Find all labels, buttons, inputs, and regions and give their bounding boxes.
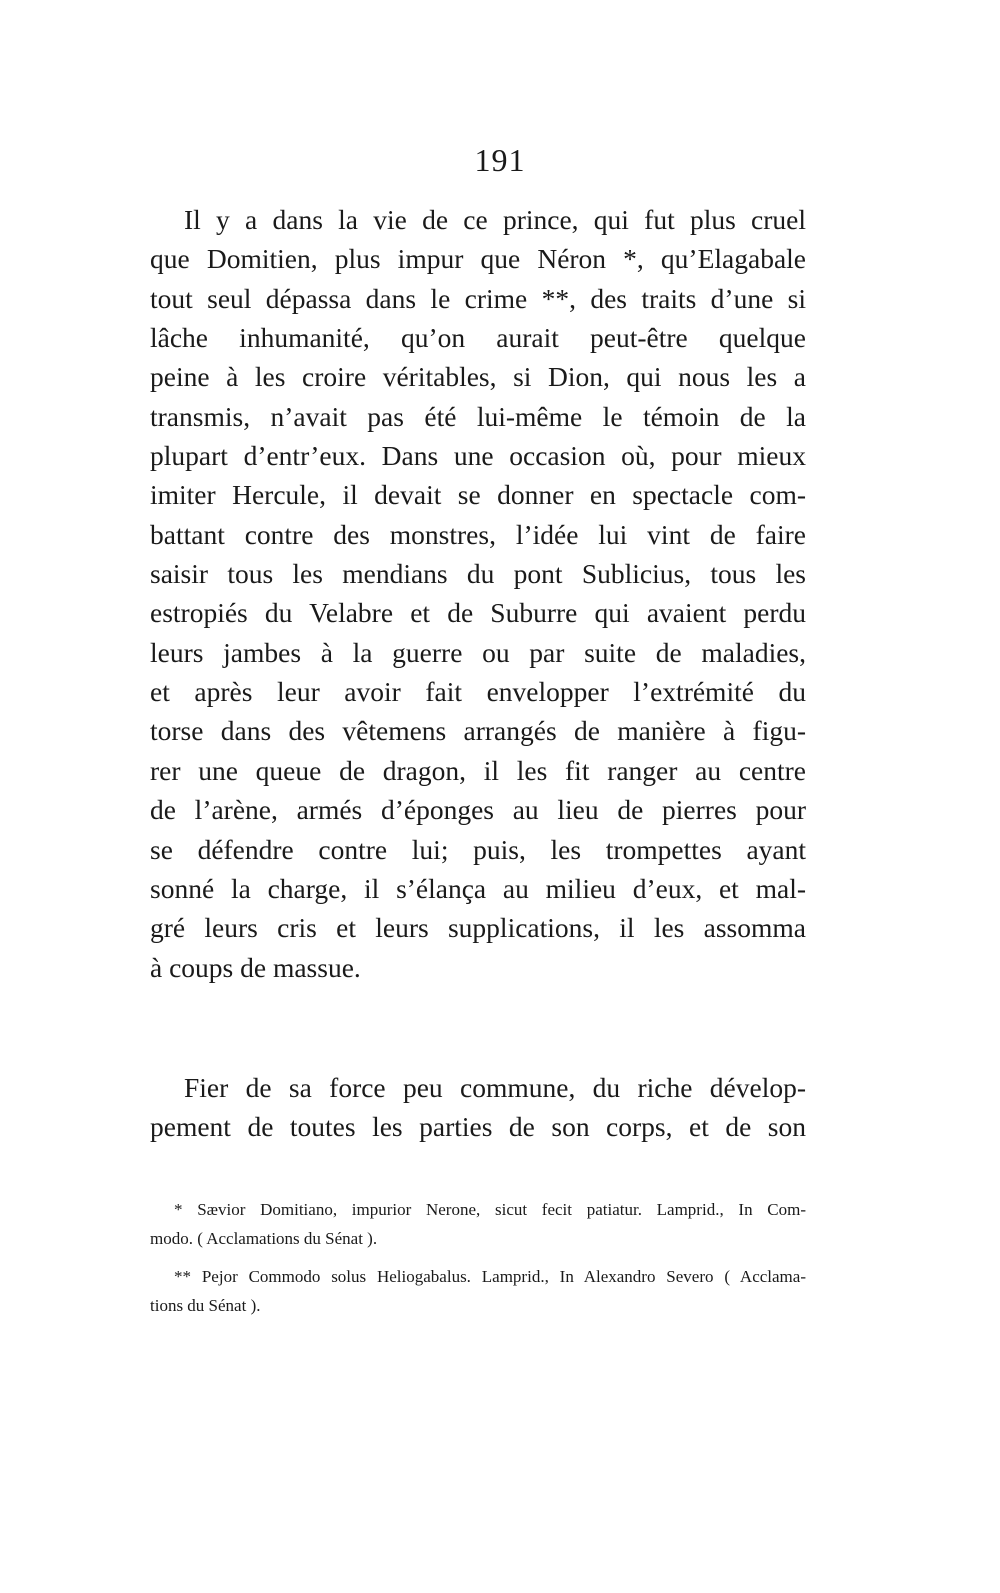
text-line: de l’arène, armés d’éponges au lieu de pierres pour — [150, 794, 806, 826]
paragraph-1 — [150, 200, 806, 987]
text-line: gré leurs cris et leurs supplications, il les assomma — [150, 912, 806, 944]
footnote-line: tions du Sénat ). — [150, 1296, 261, 1315]
footnote-line: ** Pejor Commodo solus Heliogabalus. Lamprid., In Alexandro Severo ( Acclama- — [174, 1267, 806, 1286]
paragraph-2 — [150, 1068, 806, 1147]
text-line: peine à les croire véritables, si Dion, qui nous les a — [150, 361, 806, 393]
text-line: leurs jambes à la guerre ou par suite de maladies, — [150, 636, 806, 668]
text-line: tout seul dépassa dans le crime **, des traits d’une si — [150, 282, 806, 314]
text-line: saisir tous les mendians du pont Sublicius, tous les — [150, 558, 806, 590]
footnote-2 — [150, 1262, 806, 1320]
text-line: transmis, n’avait pas été lui-même le témoin de la — [150, 400, 806, 432]
text-line: pement de toutes les parties de son corps, et de son — [150, 1111, 806, 1143]
text-line: sonné la charge, il s’élança au milieu d’eux, et mal- — [150, 872, 806, 904]
text-line: imiter Hercule, il devait se donner en spectacle com- — [150, 479, 806, 511]
text-line: rer une queue de dragon, il les fit ranger au centre — [150, 754, 806, 786]
text-line: plupart d’entr’eux. Dans une occasion où, pour mieux — [150, 440, 806, 472]
text-line: à coups de massue. — [150, 951, 361, 983]
footnote-line: modo. ( Acclamations du Sénat ). — [150, 1229, 378, 1248]
text-line: Il y a dans la vie de ce prince, qui fut plus cruel — [184, 204, 806, 235]
text-line: se défendre contre lui; puis, les trompettes ayant — [150, 833, 806, 865]
text-line: Fier de sa force peu commune, du riche dévelop- — [184, 1072, 806, 1103]
text-line: battant contre des monstres, l’idée lui vint de faire — [150, 518, 806, 550]
text-line: et après leur avoir fait envelopper l’extrémité du — [150, 676, 806, 708]
text-line: torse dans des vêtemens arrangés de manière à figu- — [150, 715, 806, 747]
footnote-1 — [150, 1195, 806, 1253]
footnotes — [150, 1195, 806, 1320]
footnote-line: * Sævior Domitiano, impurior Nerone, sicut fecit patiatur. Lamprid., In Com- — [174, 1200, 806, 1219]
page-number: 191 — [474, 142, 526, 178]
text-line: que Domitien, plus impur que Néron *, qu’Elagabale — [150, 243, 806, 275]
text-line: lâche inhumanité, qu’on aurait peut-être quelque — [150, 322, 806, 354]
text-line: estropiés du Velabre et de Suburre qui avaient perdu — [150, 597, 806, 629]
